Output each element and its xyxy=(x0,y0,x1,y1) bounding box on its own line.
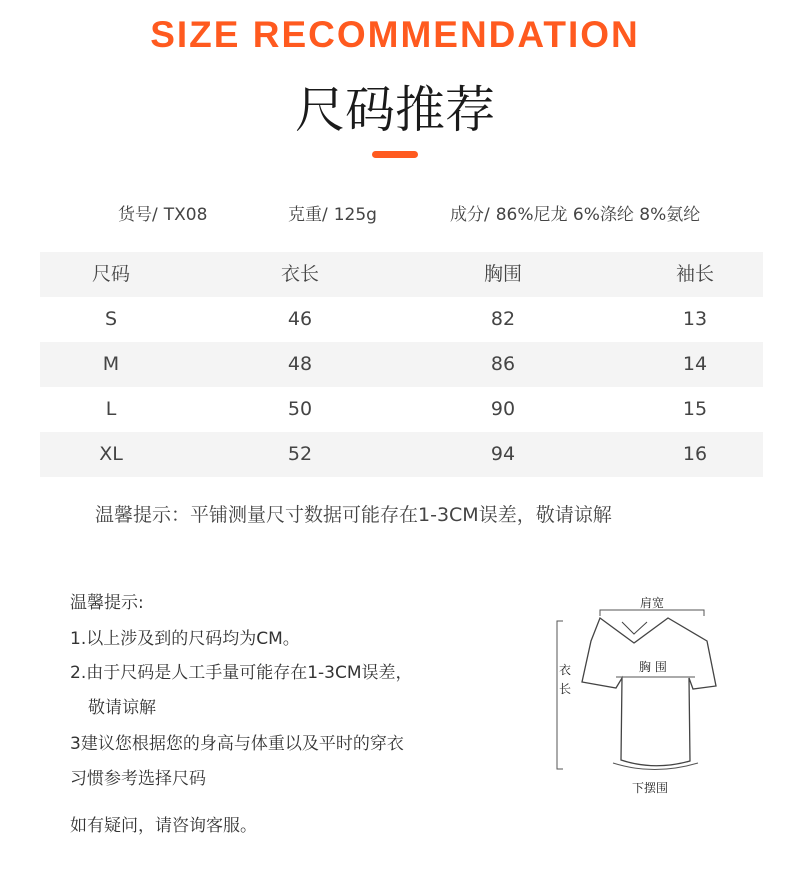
header-chest: 胸围 xyxy=(483,263,522,285)
length-label-1: 衣 xyxy=(559,663,572,677)
size-table xyxy=(40,252,763,477)
cell-size: S xyxy=(104,308,118,330)
table-row xyxy=(40,432,763,477)
cell-size: L xyxy=(105,398,117,420)
cell-sleeve: 16 xyxy=(682,443,708,465)
meta-item-no xyxy=(118,200,213,225)
note-line: 1.以上涉及到的尺码均为CM。 xyxy=(70,629,300,649)
title-underline-bar xyxy=(372,151,418,158)
meta-weight-label: 克重/ xyxy=(288,205,328,225)
table-header-row xyxy=(40,252,763,297)
cell-sleeve: 14 xyxy=(682,353,708,375)
length-label-2: 长 xyxy=(559,682,572,696)
note-line: 3建议您根据您的身高与体重以及平时的穿衣 xyxy=(70,734,404,754)
meta-composition-value: 86%尼龙 6%涤纶 8%氨纶 xyxy=(495,205,701,225)
cell-sleeve: 13 xyxy=(682,308,708,330)
cell-length: 50 xyxy=(287,398,313,420)
meta-item-no-label: 货号/ xyxy=(118,205,158,225)
cell-size: M xyxy=(102,353,120,375)
cell-length: 52 xyxy=(287,443,313,465)
note-line: 敬请谅解 xyxy=(88,698,156,718)
cell-chest: 90 xyxy=(490,398,516,420)
header-length: 衣长 xyxy=(280,263,319,285)
note-line: 2.由于尺码是人工手量可能存在1-3CM误差， xyxy=(70,663,413,683)
meta-composition xyxy=(450,200,706,225)
cell-chest: 94 xyxy=(490,443,516,465)
chest-label: 胸 围 xyxy=(639,660,667,674)
table-row xyxy=(40,342,763,387)
hem-label: 下摆围 xyxy=(632,781,669,795)
title-chinese: 尺码推荐 xyxy=(295,81,495,139)
contact-note: 如有疑问，请咨询客服。 xyxy=(70,816,257,836)
table-row xyxy=(40,387,763,432)
cell-size: XL xyxy=(99,443,123,465)
title-english: SIZE RECOMMENDATION xyxy=(150,14,640,55)
cell-chest: 82 xyxy=(490,308,516,330)
cell-length: 46 xyxy=(287,308,313,330)
header-sleeve: 袖长 xyxy=(675,263,714,285)
tshirt-measurement-icon xyxy=(550,588,720,803)
meta-weight-value: 125g xyxy=(333,205,377,225)
measurement-tip: 温馨提示：平铺测量尺寸数据可能存在1-3CM误差，敬请谅解 xyxy=(95,504,612,526)
meta-composition-label: 成分/ xyxy=(450,205,490,225)
meta-item-no-value: TX08 xyxy=(163,205,208,225)
cell-sleeve: 15 xyxy=(682,398,708,420)
shoulder-label: 肩宽 xyxy=(640,596,665,610)
notes-heading: 温馨提示: xyxy=(70,593,144,613)
cell-chest: 86 xyxy=(490,353,516,375)
header-size: 尺码 xyxy=(91,263,130,285)
table-row xyxy=(40,297,763,342)
note-line: 习惯参考选择尺码 xyxy=(70,769,206,789)
tshirt-diagram-svg xyxy=(550,588,720,803)
cell-length: 48 xyxy=(287,353,313,375)
meta-weight xyxy=(288,200,383,225)
